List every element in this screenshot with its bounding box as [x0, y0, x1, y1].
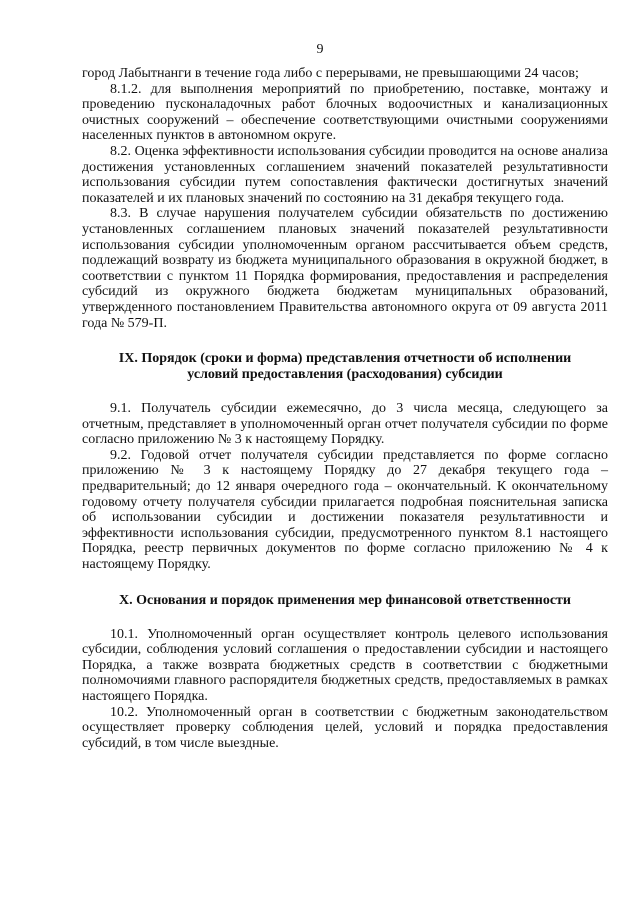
section-ix-heading [82, 351, 608, 383]
document-body [82, 66, 608, 751]
page-number: 9 [316, 42, 324, 57]
paragraph-9-2: 9.2. Годовой отчет получателя субсидии представляется по форме согласно приложению № 3 к настоящему Порядку до 27 декабря текущего года – предварительный; до 12 января очередного года – окончательный. К окончательному годовому отчету получателя субсидии прилагается подробная пояснительная записка об использовании субсидии и достижении показателя результативности и эффективности использования субсидии, предусмотренного пунктом 8.1 настоящего Порядка, реестр первичных документов по форме согласно приложению № 4 к настоящему Порядку. [82, 447, 608, 573]
paragraph-10-1: 10.1. Уполномоченный орган осуществляет контроль целевого использования субсидии, соблюдения условий соглашения о предоставлении субсидии и настоящего Порядка, а также возврата бюджетных средств в соответствии с бюджетными полномочиями главного распорядителя бюджетных средств, предоставляемых в рамках настоящего Порядка. [82, 626, 608, 704]
paragraph-9-1: 9.1. Получатель субсидии ежемесячно, до 3 числа месяца, следующего за отчетным, представляет в уполномоченный орган отчет получателя субсидии по форме согласно приложению № 3 к настоящему Порядку. [82, 401, 608, 448]
section-ix-heading-line2: условий предоставления (расходования) субсидии [187, 367, 503, 383]
paragraph-10-2: 10.2. Уполномоченный орган в соответствии с бюджетным законодательством осуществляет проверку соблюдения целей, условий и порядка предоставления субсидий, в том числе выездные. [82, 704, 608, 751]
paragraph-8-3: 8.3. В случае нарушения получателем субсидии обязательств по достижению установленных соглашением плановых значений показателей результативности использования субсидии уполномоченным органом рассчитывается объем средств, подлежащий возврату из бюджета муниципального образования в окружной бюджет, в соответствии с пунктом 11 Порядка формирования, предоставления и распределения субсидий из окружного бюджета бюджетам муниципальных образований, утвержденного постановлением Правительства автономного округа от 09 августа 2011 года № 579-П. [82, 206, 608, 331]
paragraph-continuation: город Лабытнанги в течение года либо с перерывами, не превышающими 24 часов; [82, 66, 579, 81]
paragraph-8-2: 8.2. Оценка эффективности использования субсидии проводится на основе анализа достижения установленных соглашением значений показателей результативности использования субсидии путем сопоставления фактически достигнутых значений показателей и их плановых значений по состоянию на 31 декабря текущего года. [82, 143, 608, 206]
section-x-heading: X. Основания и порядок применения мер финансовой ответственности [119, 592, 571, 608]
paragraph-8-1-2: 8.1.2. для выполнения мероприятий по приобретению, поставке, монтажу и проведению пусконаладочных работ блочных водоочистных и канализационных очистных сооружений – обеспечение соответствующими очистными сооружениями населенных пунктов в автономном округе. [82, 81, 608, 144]
section-ix-heading-line1: IX. Порядок (сроки и форма) представления отчетности об исполнении [118, 351, 572, 367]
